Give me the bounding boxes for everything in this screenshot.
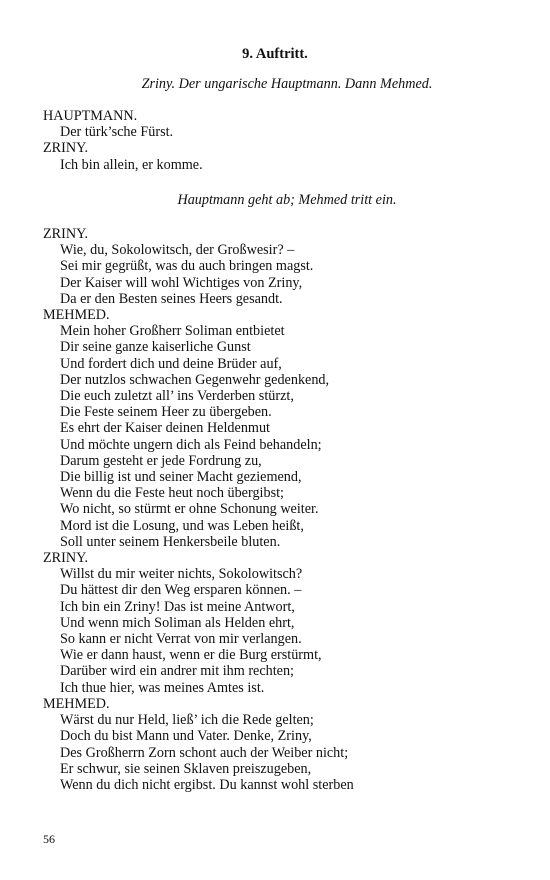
verse-line: Der türk’sche Fürst. [60,124,174,141]
verse-line: Da er den Besten seines Heers gesandt. [60,290,283,307]
page-number: 56 [43,832,55,846]
verse-line: Soll unter seinem Henkersbeile bluten. [60,533,281,550]
verse-line: Ich thue hier, was meines Amtes ist. [60,679,265,696]
stage-direction-opening: Zriny. Der ungarische Hauptmann. Dann Mehmed. [141,76,433,92]
verse-line: Wo nicht, so stürmt er ohne Schonung weiter. [60,501,319,518]
verse-line: Doch du bist Mann und Vater. Denke, Zriny, [60,728,312,745]
speaker-name: ZRINY. [43,140,89,157]
verse-line: Es ehrt der Kaiser deinen Heldenmut [60,420,270,437]
verse-line: Ich bin allein, er komme. [60,156,203,173]
verse-line: Sei mir gegrüßt, was du auch bringen magst. [60,258,314,275]
verse-line: Des Großherrn Zorn schont auch der Weiber nicht; [60,744,349,761]
verse-line: Und wenn mich Soliman als Helden ehrt, [60,614,295,631]
dialogue-block-2 [0,226,550,793]
speaker-name: MEHMED. [43,695,110,712]
verse-line: Ich bin ein Zriny! Das ist meine Antwort, [60,598,295,615]
verse-line: Darüber wird ein andrer mit ihm rechten; [60,663,295,680]
verse-line: Er schwur, sie seinen Sklaven preiszugeben, [60,760,312,777]
verse-line: Die billig ist und seiner Macht geziemend, [60,469,302,486]
verse-line: Wenn du dich nicht ergibst. Du kannst wohl sterben [60,776,354,793]
verse-line: Die Feste seinem Heer zu übergeben. [60,404,272,421]
verse-line: Die euch zuletzt all’ ins Verderben stürzt, [60,388,294,405]
speaker-name: ZRINY. [43,226,89,242]
verse-line: Mord ist die Losung, und was Leben heißt, [60,517,304,534]
speaker-name: MEHMED. [43,307,110,324]
verse-line: Wie er dann haust, wenn er die Burg erstürmt, [60,647,322,664]
speaker-name: HAUPTMANN. [43,108,138,124]
verse-line: Du hättest dir den Weg ersparen können. – [60,582,302,599]
verse-line: Der nutzlos schwachen Gegenwehr gedenkend, [60,371,330,388]
verse-line: Und möchte ungern dich als Feind behandeln; [60,436,322,453]
verse-line: So kann er nicht Verrat von mir verlangen. [60,631,302,648]
verse-line: Der Kaiser will wohl Wichtiges von Zriny, [60,274,303,291]
verse-line: Darum gesteht er jede Fordrung zu, [60,452,262,469]
verse-line: Willst du mir weiter nichts, Sokolowitsch? [60,566,303,583]
verse-line: Wie, du, Sokolowitsch, der Großwesir? – [60,242,295,259]
verse-line: Und fordert dich und deine Brüder auf, [60,355,282,372]
speaker-name: ZRINY. [43,550,89,567]
stage-direction-entrance: Hauptmann geht ab; Mehmed tritt ein. [177,192,397,208]
verse-line: Wärst du nur Held, ließ’ ich die Rede gelten; [60,712,314,729]
dialogue-block-1 [0,108,550,173]
verse-line: Wenn du die Feste heut noch übergibst; [60,485,284,502]
scene-title: 9. Auftritt. [242,46,308,62]
verse-line: Dir seine ganze kaiserliche Gunst [60,339,251,356]
verse-line: Mein hoher Großherr Soliman entbietet [60,323,285,340]
